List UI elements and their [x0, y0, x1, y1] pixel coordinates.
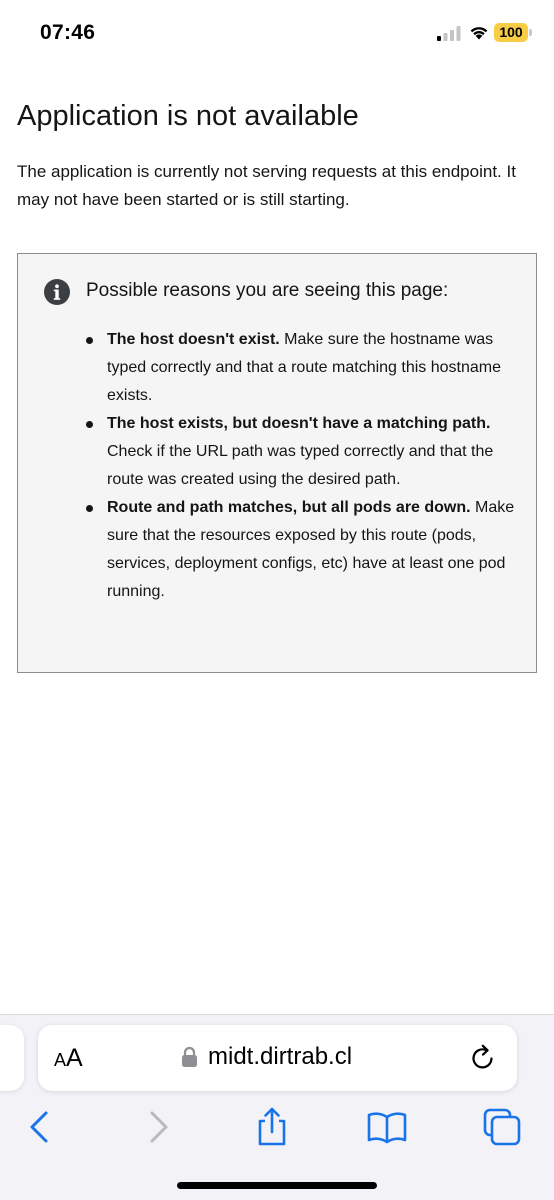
reason-text: Check if the URL path was typed correctly and that the route was created using the desired path.: [107, 443, 494, 488]
text-size-small-a: A: [54, 1050, 67, 1070]
home-indicator: [177, 1182, 377, 1189]
battery-cap: [529, 29, 532, 36]
reason-item: [107, 326, 517, 410]
bookmarks-button[interactable]: [367, 1107, 407, 1147]
url-text[interactable]: midt.dirtrab.cl: [208, 1043, 353, 1070]
previous-tab-card[interactable]: [0, 1025, 24, 1091]
text-size-large-a: A: [66, 1044, 83, 1072]
cellular-signal-icon: [437, 26, 461, 41]
address-bar[interactable]: [38, 1025, 517, 1091]
wifi-icon: [469, 24, 489, 40]
status-time: 07:46: [40, 21, 96, 44]
share-button[interactable]: [252, 1107, 292, 1147]
status-bar: [0, 0, 554, 66]
reason-title: The host doesn't exist.: [107, 331, 280, 348]
reason-text: Make sure the hostname was typed correctly and that a route matching this hostname exists.: [107, 331, 501, 404]
page-title: Application is not available: [17, 100, 359, 132]
page-intro: The application is currently not serving requests at this endpoint. It may not have been started or is still starting.: [17, 162, 516, 209]
back-button[interactable]: [20, 1107, 60, 1147]
tabs-button[interactable]: [482, 1107, 522, 1147]
reasons-heading: Possible reasons you are seeing this page:: [86, 280, 449, 301]
reasons-list: [107, 326, 517, 606]
reasons-box: [17, 253, 537, 673]
lock-icon: [181, 1046, 198, 1068]
browser-toolbar: [0, 1014, 554, 1200]
battery-level: 100: [499, 24, 523, 40]
bullet: [86, 337, 93, 344]
bullet: [86, 505, 93, 512]
battery-indicator: [494, 23, 528, 42]
info-icon: [44, 279, 70, 305]
reason-item: [107, 494, 517, 606]
reload-icon[interactable]: [469, 1042, 497, 1072]
reason-text: Make sure that the resources exposed by this route (pods, services, deployment configs, etc) have at least one pod running.: [107, 499, 515, 600]
bullet: [86, 421, 93, 428]
reason-item: [107, 410, 517, 494]
reason-title: The host exists, but doesn't have a matching path.: [107, 415, 491, 432]
text-size-button[interactable]: [54, 1043, 83, 1075]
forward-button[interactable]: [138, 1107, 178, 1147]
reason-title: Route and path matches, but all pods are down.: [107, 499, 471, 516]
